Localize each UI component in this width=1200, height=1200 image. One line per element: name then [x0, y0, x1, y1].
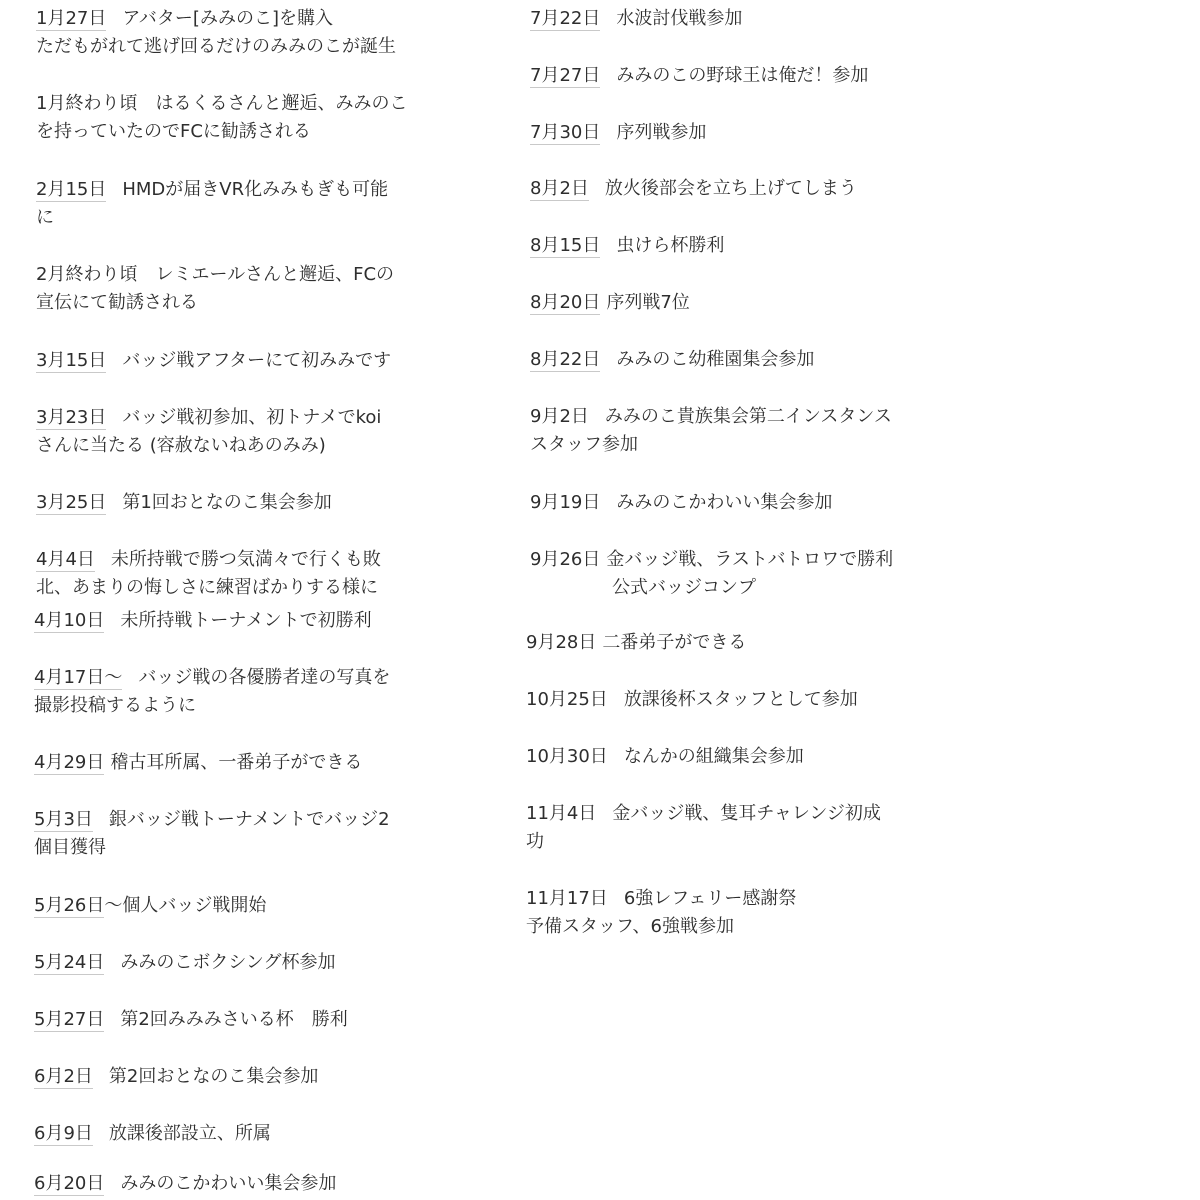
entry-date: 4月17日〜	[34, 667, 123, 688]
entry-text: ただもがれて逃げ回るだけのみみのこが誕生	[36, 36, 396, 57]
entry-text: 未所持戦トーナメントで初勝利	[120, 610, 372, 631]
entry-date: 5月26日	[34, 895, 105, 916]
entry-date: 6月2日	[34, 1066, 93, 1087]
entry-date: 8月2日	[530, 178, 589, 199]
timeline-entry	[526, 686, 858, 714]
timeline-entry	[530, 175, 857, 203]
entry-date: 8月20日	[530, 292, 601, 313]
timeline-entry	[530, 546, 893, 602]
entry-date: 7月27日	[530, 65, 601, 86]
entry-text: 第2回みみみさいる杯 勝利	[120, 1009, 348, 1030]
entry-text: 序列戦参加	[616, 122, 707, 143]
entry-text: HMDが届きVR化みみもぎも可能	[122, 179, 389, 200]
entry-text: バッジ戦アフターにて初みみです	[122, 350, 392, 371]
entry-text: みみのこ幼稚園集会参加	[616, 349, 815, 370]
entry-text: 6強レフェリー感謝祭	[623, 888, 797, 909]
timeline-entry	[36, 90, 407, 146]
entry-text: 放火後部会を立ち上げてしまう	[604, 178, 857, 199]
timeline-entry	[36, 176, 388, 232]
entry-text: バッジ戦初参加、初トナメでkoi	[122, 407, 382, 428]
timeline-entry	[530, 289, 690, 317]
entry-date: 10月30日	[526, 746, 608, 767]
timeline-entry	[34, 949, 336, 977]
entry-text: みみのこボクシング杯参加	[120, 952, 336, 973]
timeline-entry	[34, 806, 390, 862]
timeline-entry	[526, 743, 804, 771]
entry-text: 放課後部設立、所属	[108, 1123, 271, 1144]
entry-date: 9月2日	[530, 406, 589, 427]
entry-date: 4月10日	[34, 610, 105, 631]
entry-text: 第2回おとなのこ集会参加	[108, 1066, 319, 1087]
timeline-entry	[36, 5, 396, 61]
entry-text: 放課後杯スタッフとして参加	[623, 689, 858, 710]
timeline-entry	[36, 489, 332, 517]
entry-text: 宣伝にて勧誘される	[36, 292, 198, 313]
entry-text: 2月終わり頃 レミエールさんと邂逅、FCの	[36, 264, 395, 285]
timeline-entry	[530, 403, 892, 459]
entry-date: 9月28日	[526, 632, 597, 653]
entry-date: 6月9日	[34, 1123, 93, 1144]
entry-text: 水波討伐戦参加	[616, 8, 743, 29]
timeline-entry	[34, 664, 390, 720]
entry-text: を持っていたのでFCに勧誘される	[36, 121, 311, 142]
entry-date: 10月25日	[526, 689, 608, 710]
entry-date: 3月23日	[36, 407, 107, 428]
entry-text: 虫けら杯勝利	[616, 235, 725, 256]
timeline-entry	[34, 1063, 318, 1091]
entry-text: アバター[みみのこ]を購入	[122, 8, 333, 29]
timeline-entry	[34, 749, 362, 777]
entry-text: 北、あまりの悔しさに練習ばかりする様に	[36, 577, 378, 598]
entry-text: みみのこかわいい集会参加	[616, 492, 833, 513]
entry-date: 9月26日	[530, 549, 601, 570]
entry-text: 金バッジ戦、ラストバトロワで勝利	[606, 549, 894, 570]
timeline-entry	[530, 5, 742, 33]
entry-date: 8月15日	[530, 235, 601, 256]
entry-date: 4月4日	[36, 549, 95, 570]
entry-date: 7月22日	[530, 8, 601, 29]
entry-date: 3月15日	[36, 350, 107, 371]
entry-date: 6月20日	[34, 1173, 105, 1194]
entry-text: 個目獲得	[34, 837, 106, 858]
timeline-entry	[34, 1170, 336, 1198]
entry-date: 8月22日	[530, 349, 601, 370]
entry-text: 第1回おとなのこ集会参加	[122, 492, 332, 513]
entry-text: みみのこの野球王は俺だ！参加	[616, 65, 869, 86]
entry-text: スタッフ参加	[530, 434, 638, 455]
entry-text: 功	[526, 831, 544, 852]
timeline-entry	[36, 404, 381, 460]
entry-text: 序列戦7位	[606, 292, 690, 313]
entry-text: 〜個人バッジ戦開始	[104, 895, 267, 916]
entry-date: 2月15日	[36, 179, 107, 200]
entry-text: 稽古耳所属、一番弟子ができる	[110, 752, 363, 773]
entry-date: 11月17日	[526, 888, 608, 909]
timeline-entry	[34, 1120, 271, 1148]
entry-text: みみのこかわいい集会参加	[120, 1173, 337, 1194]
entry-text: 撮影投稿するように	[34, 695, 196, 716]
timeline-entry	[530, 62, 868, 90]
timeline-entry	[530, 489, 832, 517]
entry-text: 1月終わり頃 はるくるさんと邂逅、みみのこ	[36, 93, 408, 114]
entry-text: 未所持戦で勝つ気満々で行くも敗	[110, 549, 381, 570]
timeline-entry	[34, 892, 266, 920]
timeline-entry	[526, 629, 746, 657]
entry-date: 9月19日	[530, 492, 601, 513]
entry-text: 公式バッジコンプ	[612, 577, 756, 598]
entry-text: みみのこ貴族集会第二インスタンス	[604, 406, 892, 427]
entry-text: に	[36, 207, 54, 228]
timeline-entry	[36, 347, 391, 375]
entry-date: 1月27日	[36, 8, 107, 29]
entry-date: 11月4日	[526, 803, 597, 824]
timeline-entry	[36, 546, 381, 602]
entry-text: バッジ戦の各優勝者達の写真を	[138, 667, 391, 688]
timeline-entry	[36, 261, 394, 317]
entry-text: なんかの組織集会参加	[623, 746, 804, 767]
entry-text: 銀バッジ戦トーナメントでバッジ2	[108, 809, 390, 830]
timeline-entry	[34, 1006, 348, 1034]
entry-date: 5月27日	[34, 1009, 105, 1030]
entry-text: 予備スタッフ、6強戦参加	[526, 916, 735, 937]
timeline-entry	[34, 607, 372, 635]
timeline-entry	[530, 119, 706, 147]
timeline-entry	[530, 346, 814, 374]
entry-date: 4月29日	[34, 752, 105, 773]
entry-date: 5月3日	[34, 809, 93, 830]
entry-date: 7月30日	[530, 122, 601, 143]
entry-date: 5月24日	[34, 952, 105, 973]
timeline-entry	[526, 885, 796, 941]
entry-date: 3月25日	[36, 492, 107, 513]
timeline-entry	[526, 800, 881, 856]
entry-text: 金バッジ戦、隻耳チャレンジ初成	[612, 803, 881, 824]
entry-text: 二番弟子ができる	[602, 632, 747, 653]
timeline-entry	[530, 232, 724, 260]
entry-text: さんに当たる (容赦ないねあのみみ)	[36, 435, 326, 456]
